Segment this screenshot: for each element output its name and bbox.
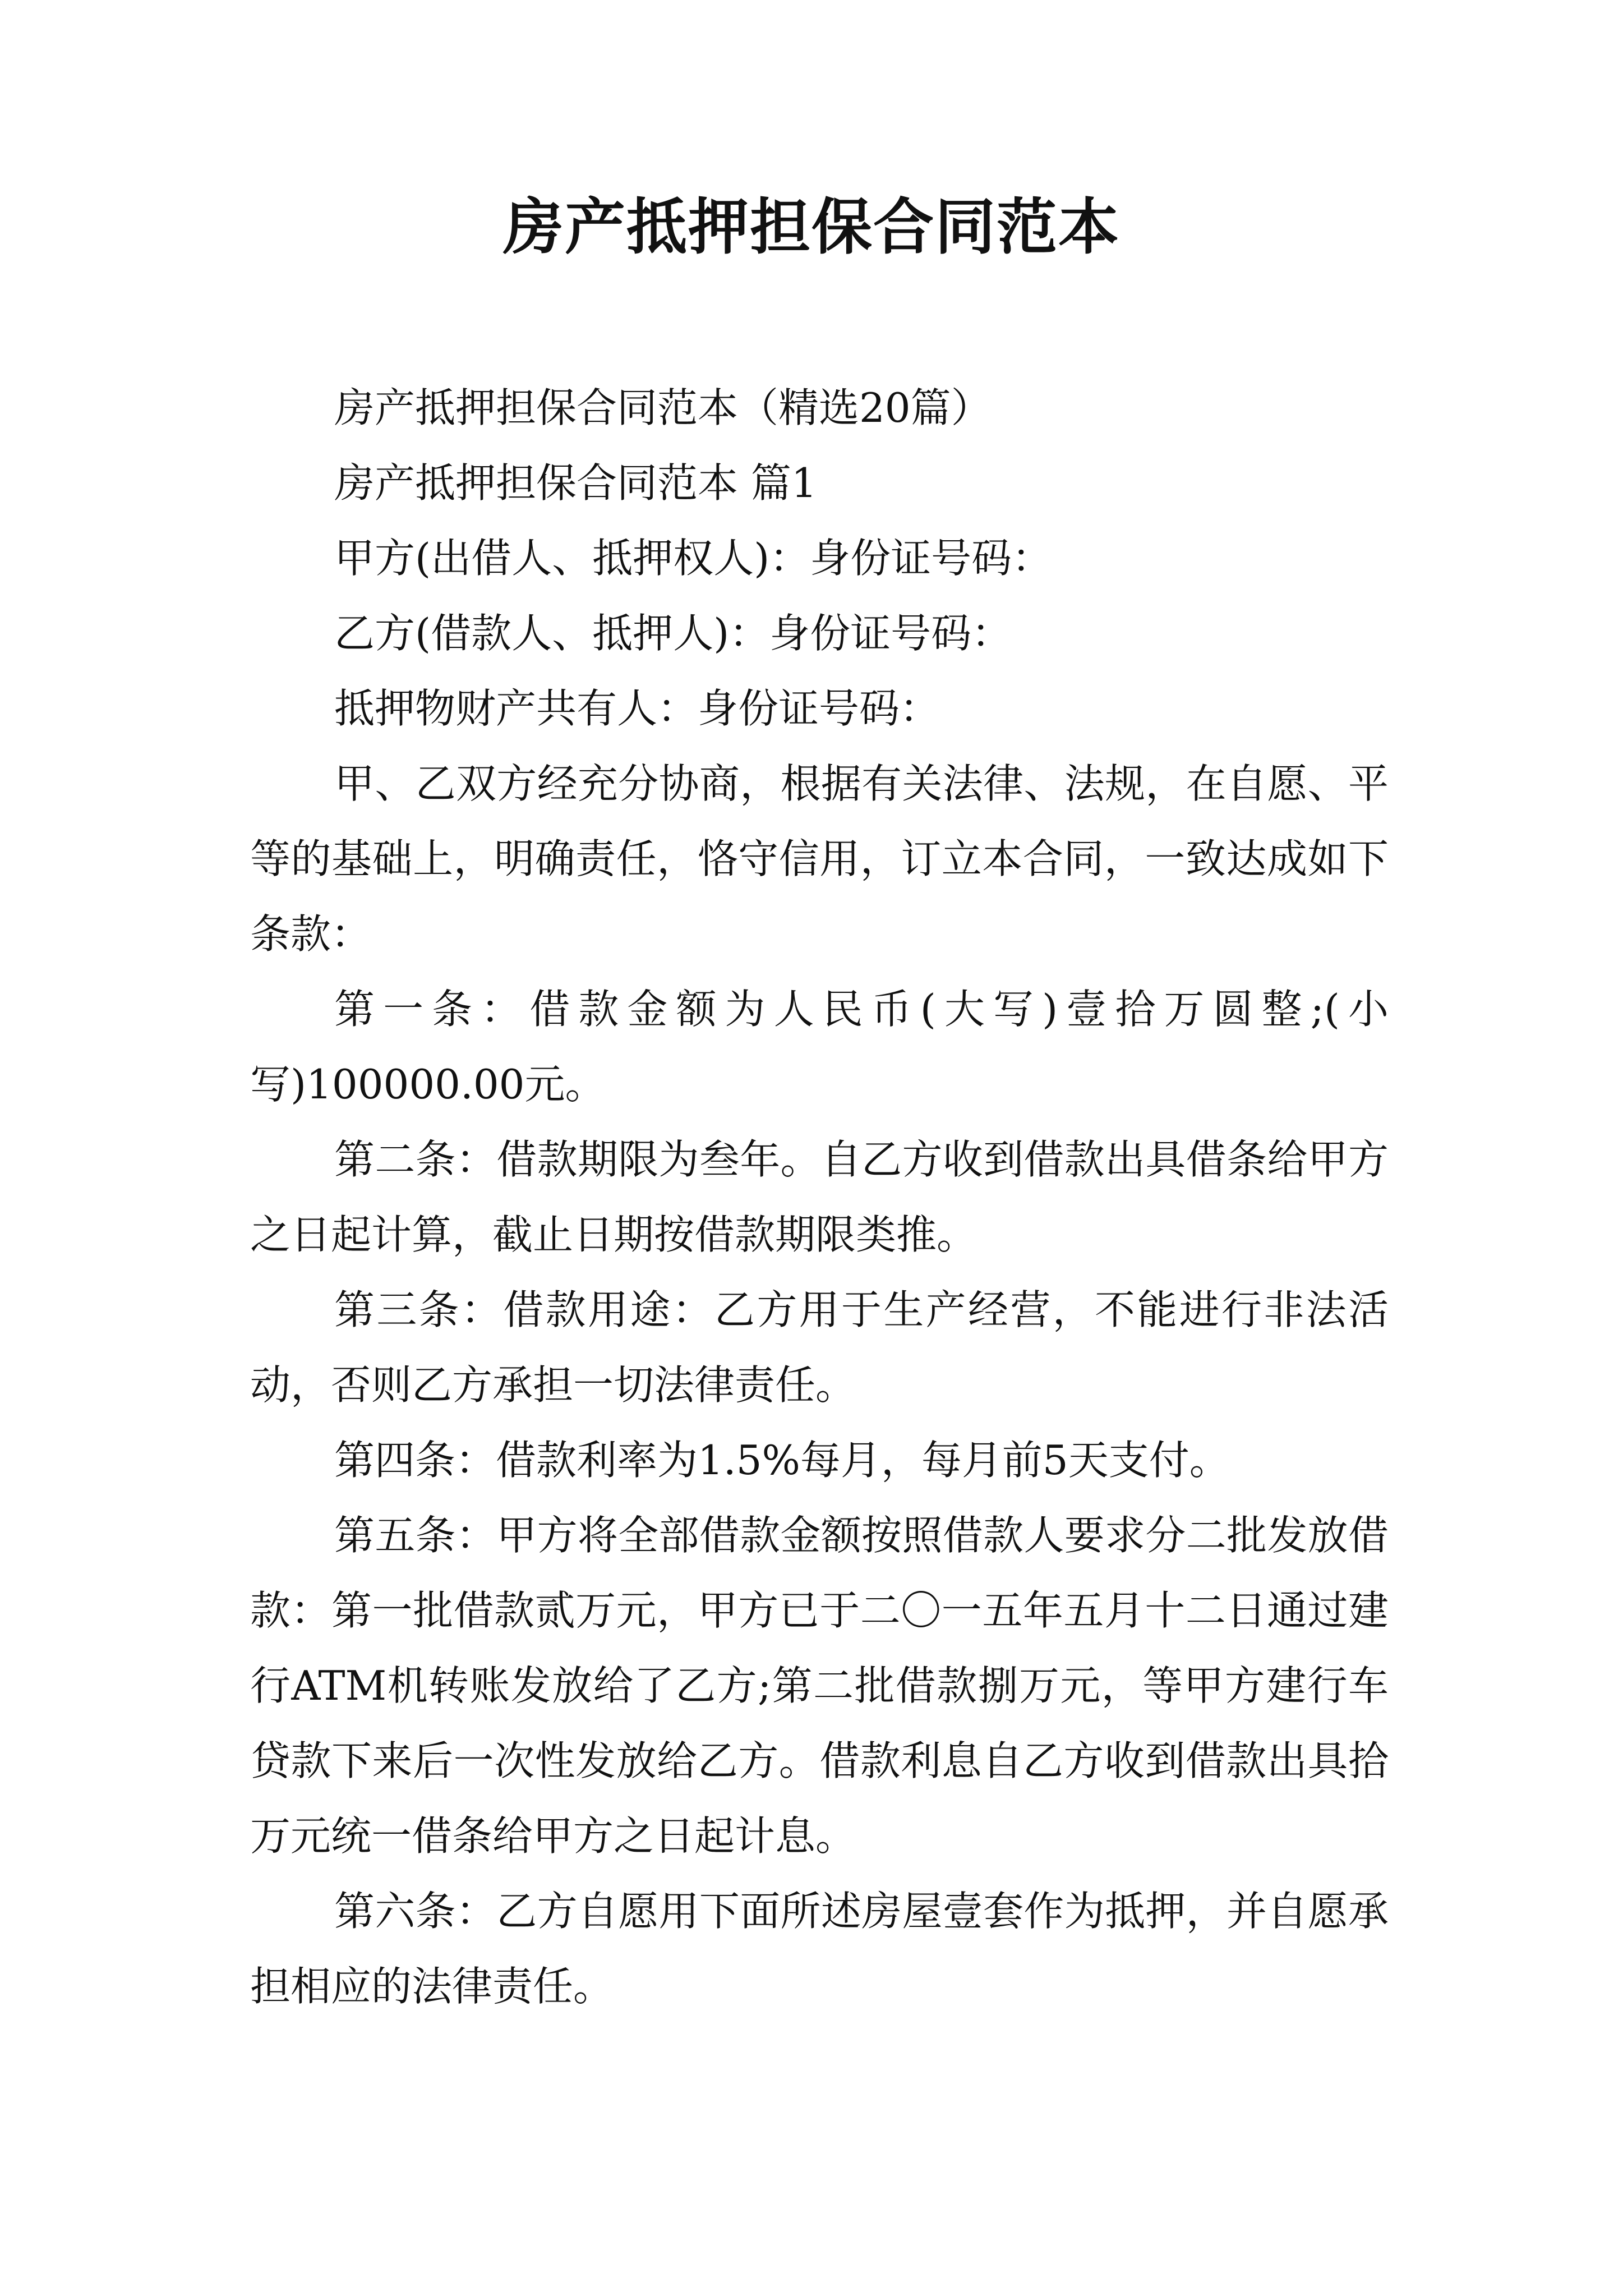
document-body: [250, 370, 1389, 2024]
paragraph-article-3: 第三条：借款用途：乙方用于生产经营，不能进行非法活动，否则乙方承担一切法律责任。: [250, 1286, 1389, 1409]
paragraph-subtitle: 房产抵押担保合同范本（精选20篇）: [334, 384, 992, 431]
paragraph-section-heading: 房产抵押担保合同范本 篇1: [334, 459, 817, 507]
document-title: 房产抵押担保合同范本: [502, 192, 1120, 263]
paragraph-co-owner: 抵押物财产共有人：身份证号码：: [334, 685, 940, 732]
paragraph-article-1: 第一条：借款金额为人民币(大写)壹拾万圆整;(小写)100000.00元。: [250, 986, 1389, 1108]
paragraph-party-a: 甲方(出借人、抵押权人)：身份证号码：: [334, 535, 1053, 582]
paragraph-article-2: 第二条：借款期限为叁年。自乙方收到借款出具借条给甲方之日起计算，截止日期按借款期限类推。: [250, 1136, 1389, 1258]
paragraph-preamble: 甲、乙双方经充分协商，根据有关法律、法规，在自愿、平等的基础上，明确责任，恪守信用，订立本合同，一致达成如下条款：: [250, 760, 1389, 958]
paragraph-article-5: 第五条：甲方将全部借款金额按照借款人要求分二批发放借款：第一批借款贰万元，甲方已于二〇一五年五月十二日通过建行ATM机转账发放给了乙方;第二批借款捌万元，等甲方建行车贷款下来后一次性发放给乙方。借款利息自乙方收到借款出具拾万元统一借条给甲方之日起计息。: [250, 1512, 1389, 1860]
paragraph-article-6: 第六条：乙方自愿用下面所述房屋壹套作为抵押，并自愿承担相应的法律责任。: [250, 1888, 1389, 2010]
paragraph-party-b: 乙方(借款人、抵押人)：身份证号码：: [334, 610, 1012, 657]
paragraph-article-4: 第四条：借款利率为1.5%每月，每月前5天支付。: [334, 1437, 1230, 1484]
